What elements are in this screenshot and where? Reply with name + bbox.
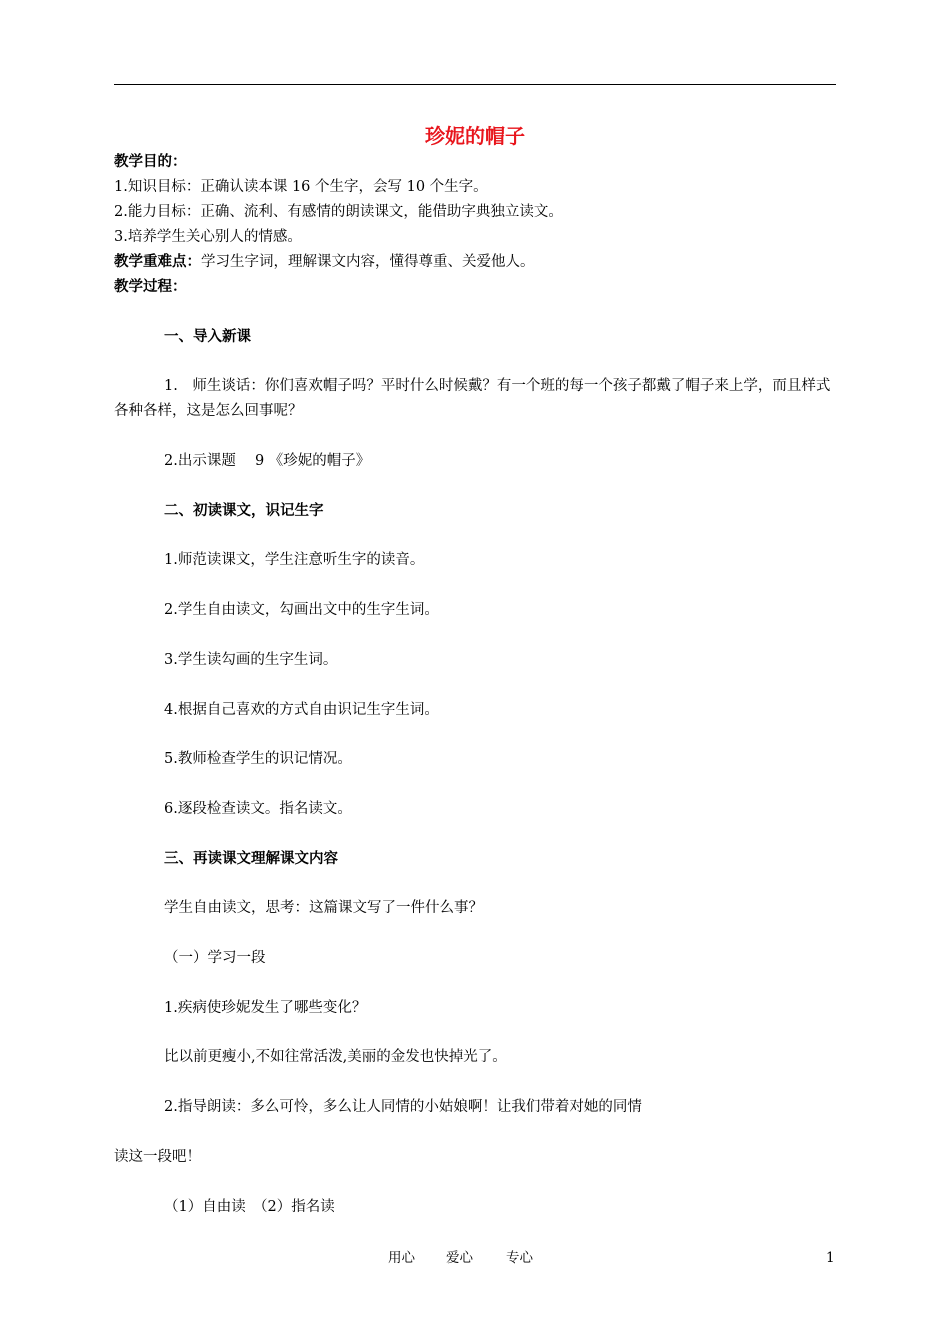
section-2-paragraph-3: 3.学生读勾画的生字生词。 — [164, 652, 338, 668]
footer-motto-2: 爱心 — [446, 1250, 473, 1266]
section-1-paragraph-2: 2.出示课题 9 《珍妮的帽子》 — [164, 453, 371, 469]
section-2-paragraph-6: 6.逐段检查读文。指名读文。 — [164, 801, 352, 817]
section-1-heading: 一、导入新课 — [164, 329, 251, 345]
section-1-paragraph-1: 1. 师生谈话：你们喜欢帽子吗？平时什么时候戴？有一个班的每一个孩子都戴了帽子来上学，而且样式各种各样，这是怎么回事呢？ — [114, 378, 831, 419]
footer-motto-1: 用心 — [388, 1250, 415, 1266]
section-2-paragraph-5: 5.教师检查学生的识记情况。 — [164, 751, 352, 767]
process-heading: 教学过程： — [114, 279, 187, 295]
section-3-paragraph-4: 比以前更瘦小,不如往常活泼,美丽的金发也快掉光了。 — [164, 1049, 507, 1065]
section-3-paragraph-6: （1）自由读 （2）指名读 — [164, 1199, 335, 1215]
section-3-paragraph-5a: 2.指导朗读：多么可怜，多么让人同情的小姑娘啊！让我们带着对她的同情 — [164, 1099, 642, 1115]
header-rule — [114, 84, 836, 85]
section-2-paragraph-4: 4.根据自己喜欢的方式自由识记生字生词。 — [164, 702, 439, 718]
footer-motto-3: 专心 — [506, 1250, 533, 1266]
section-3-paragraph-1: 学生自由读文，思考：这篇课文写了一件什么事？ — [164, 900, 483, 916]
goals-heading: 教学目的： — [114, 154, 187, 170]
document-title: 珍妮的帽子 — [425, 124, 525, 148]
goal-2: 2.能力目标：正确、流利、有感情的朗读课文，能借助字典独立读文。 — [114, 204, 563, 220]
section-2-paragraph-2: 2.学生自由读文，勾画出文中的生字生词。 — [164, 602, 439, 618]
goal-1: 1.知识目标：正确认读本课 16 个生字，会写 10 个生字。 — [114, 179, 488, 195]
key-points-label: 教学重难点： — [114, 254, 201, 270]
page-number: 1 — [826, 1250, 835, 1266]
section-2-heading: 二、初读课文，识记生字 — [164, 503, 324, 519]
section-3-heading: 三、再读课文理解课文内容 — [164, 851, 338, 867]
section-3-paragraph-3: 1.疾病使珍妮发生了哪些变化？ — [164, 1000, 367, 1016]
section-2-paragraph-1: 1.师范读课文，学生注意听生字的读音。 — [164, 552, 425, 568]
goal-3: 3.培养学生关心别人的情感。 — [114, 229, 302, 245]
section-3-paragraph-2: （一）学习一段 — [164, 950, 266, 966]
section-3-paragraph-5b: 读这一段吧！ — [114, 1149, 201, 1165]
key-points-text: 学习生字词，理解课文内容，懂得尊重、关爱他人。 — [201, 254, 535, 270]
key-points — [114, 252, 844, 272]
